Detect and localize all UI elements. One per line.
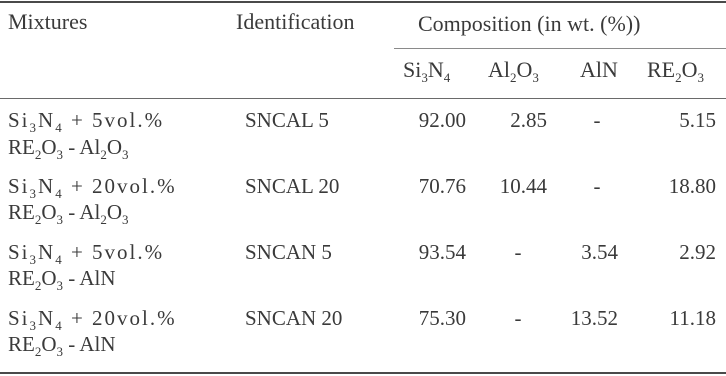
row2-identification: SNCAL 20	[245, 174, 340, 198]
row4-identification: SNCAN 20	[245, 306, 343, 330]
row1-identification: SNCAL 5	[245, 108, 329, 132]
row2-aln: -	[593, 174, 601, 198]
row2-al2o3: 10.44	[499, 174, 547, 198]
header-aln: AlN	[580, 57, 618, 82]
row1-mixture-line2: $RE_2O_3 - Al_2O_3$	[8, 135, 129, 162]
header-bottom-rule	[0, 98, 726, 99]
header-re2o3: $RE_2O_3$	[647, 57, 705, 85]
row1-aln: -	[593, 108, 601, 132]
row4-mixture-line1: $Si_3N_4 + 20vol.\%$	[8, 306, 177, 333]
row2-mixture-line2: $RE_2O_3 - Al_2O_3$	[8, 200, 129, 227]
row3-al2o3: -	[514, 240, 522, 264]
row4-re2o3: 11.18	[669, 306, 716, 330]
row3-identification: SNCAN 5	[245, 240, 332, 264]
header-identification: Identification	[236, 9, 355, 34]
header-composition: Composition (in wt. (%))	[418, 11, 641, 36]
header-si3n4: $Si_3N_4$	[403, 57, 451, 85]
row1-al2o3: 2.85	[510, 108, 547, 132]
composition-rule	[394, 48, 726, 49]
table-top-rule	[0, 1, 726, 3]
header-al2o3: $Al_2O_3$	[488, 57, 539, 85]
row3-aln: 3.54	[581, 240, 618, 264]
header-mixtures: Mixtures	[8, 9, 88, 34]
row2-si3n4: 70.76	[418, 174, 466, 198]
row3-mixture-line2: $RE_2O_3$ - AlN	[8, 266, 116, 293]
row4-aln: 13.52	[570, 306, 618, 330]
row2-re2o3: 18.80	[668, 174, 716, 198]
row3-re2o3: 2.92	[679, 240, 716, 264]
table-bottom-rule	[0, 372, 726, 374]
row2-mixture-line1: $Si_3N_4 + 20vol.\%$	[8, 174, 177, 201]
row1-mixture-line1: $Si_3N_4 + 5vol.\%$	[8, 108, 165, 135]
row3-mixture-line1: $Si_3N_4 + 5vol.\%$	[8, 240, 165, 267]
row4-al2o3: -	[514, 306, 522, 330]
row4-mixture-line2: $RE_2O_3$ - AlN	[8, 332, 116, 359]
row1-si3n4: 92.00	[418, 108, 466, 132]
row3-si3n4: 93.54	[418, 240, 466, 264]
row4-si3n4: 75.30	[418, 306, 466, 330]
row1-re2o3: 5.15	[679, 108, 716, 132]
